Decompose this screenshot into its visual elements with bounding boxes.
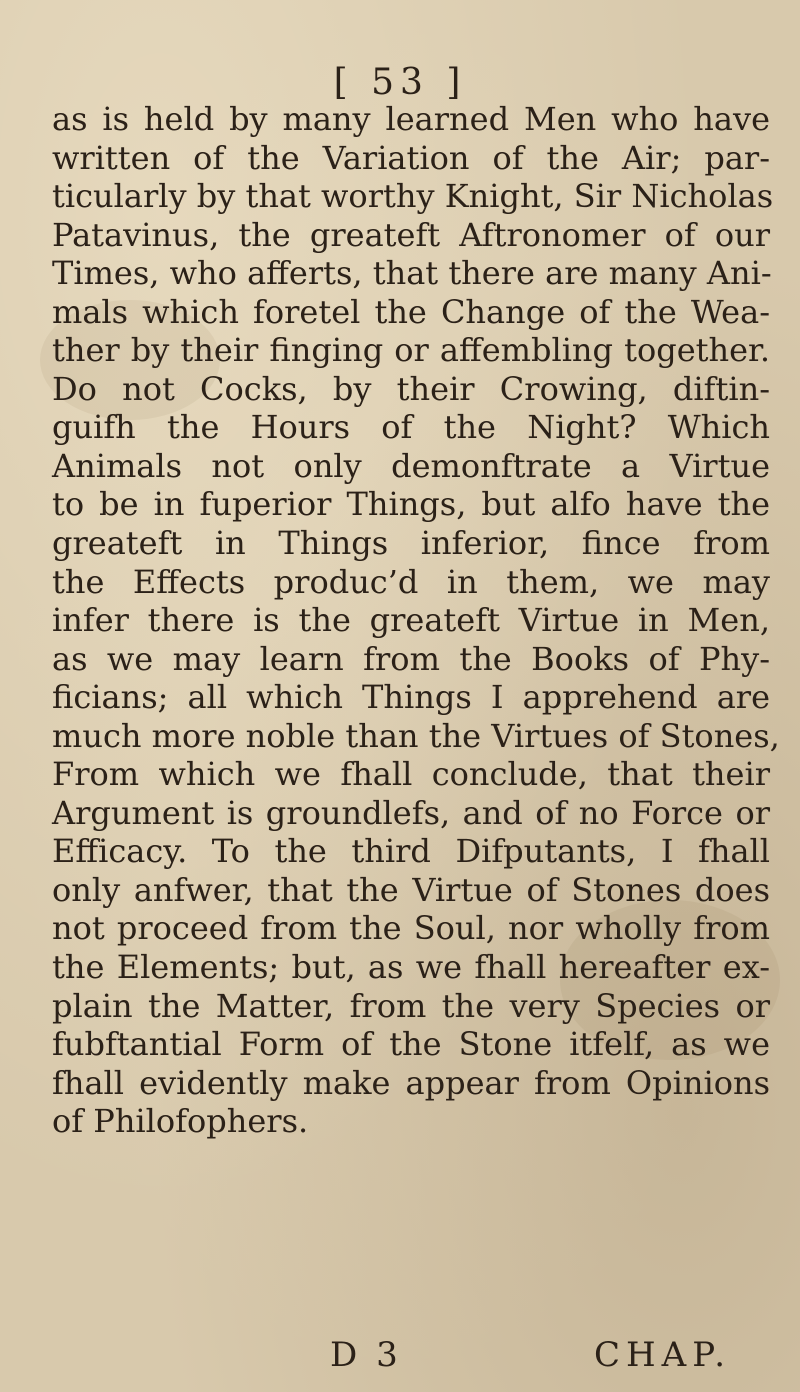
text-line: From which we fhall conclude, that their — [52, 755, 770, 794]
text-line: Patavinus, the greateft Aftronomer of our — [52, 215, 770, 254]
text-line: guifh the Hours of the Night? Which — [52, 408, 770, 447]
text-line: of Philofophers. — [52, 1102, 309, 1141]
text-line: infer there is the greateft Virtue in Men, — [52, 601, 770, 640]
text-line: Times, who afferts, that there are many Ani- — [52, 254, 772, 293]
text-line: Do not Cocks, by their Crowing, diftin- — [52, 369, 770, 408]
text-line: as is held by many learned Men who have — [52, 100, 770, 138]
text-line: greateft in Things inferior, fince from — [52, 524, 770, 563]
text-line: only anfwer, that the Virtue of Stones does — [52, 870, 770, 909]
text-line: ficians; all which Things I apprehend are — [52, 678, 770, 717]
text-line: ther by their finging or affembling together. — [52, 331, 770, 370]
text-line: not proceed from the Soul, nor wholly from — [52, 909, 770, 948]
text-line: fhall evidently make appear from Opinions — [52, 1063, 770, 1102]
text-line: the Effects produc’d in them, we may — [52, 562, 770, 601]
text-line: much more noble than the Virtues of Stones, — [52, 716, 780, 755]
text-line: fubftantial Form of the Stone itfelf, as we — [52, 1025, 770, 1064]
text-line: written of the Variation of the Air; par- — [52, 138, 770, 177]
text-line: Argument is groundlefs, and of no Force or — [52, 793, 770, 832]
page-footer — [0, 1335, 800, 1385]
catchword: CHAP. — [594, 1335, 732, 1375]
text-line: Animals not only demonftrate a Virtue — [52, 446, 770, 485]
text-line: plain the Matter, from the very Species or — [52, 986, 770, 1025]
signature-mark: D 3 — [330, 1335, 402, 1375]
text-line: ticularly by that worthy Knight, Sir Nicholas — [52, 177, 774, 216]
body-text — [52, 100, 780, 1141]
text-line: Efficacy. To the third Difputants, I fhall — [52, 832, 770, 871]
text-line: as we may learn from the Books of Phy- — [52, 639, 770, 678]
text-line: to be in fuperior Things, but alfo have the — [52, 485, 770, 524]
page-number: [ 53 ] — [333, 62, 467, 103]
text-line: the Elements; but, as we fhall hereafter ex- — [52, 948, 770, 987]
text-line: mals which foretel the Change of the Wea- — [52, 292, 770, 331]
